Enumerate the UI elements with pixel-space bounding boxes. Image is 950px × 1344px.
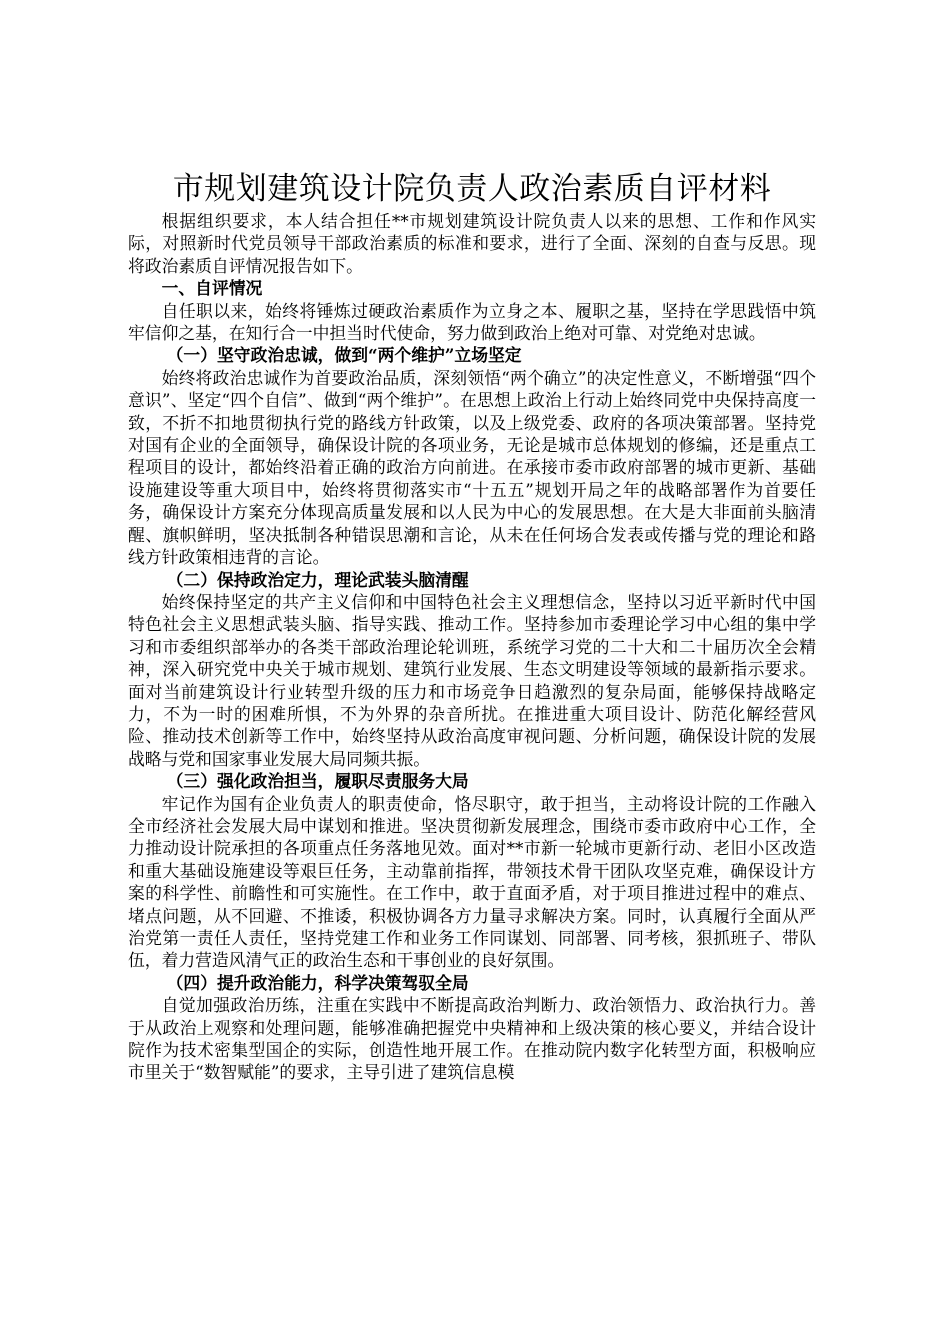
subsection-heading-responsibility: （三）强化政治担当，履职尽责服务大局	[166, 771, 469, 792]
subsection-heading-composure: （二）保持政治定力，理论武装头脑清醒	[166, 569, 469, 590]
subsection-heading-loyalty: （一）坚守政治忠诚，做到“两个维护”立场坚定	[166, 345, 522, 366]
section-heading-self-assessment: 一、自评情况	[161, 278, 263, 299]
subsection-body-loyalty: 始终将政治忠诚作为首要政治品质，深刻领悟“两个确立”的决定性意义，不断增强“四个意识”、坚定“四个自信”、做到“两个维护”。在思想上政治上行动上始终同党中央保持高度一致，不折不扣地贯彻执行党的路线方针政策，以及上级党委、政府的各项决策部署。坚持党对国有企业的全面领导，确保设计院的各项业务，无论是城市总体规划的修编，还是重点工程项目的设计，都始终沿着正确的政治方向前进。在承接市委市政府部署的城市更新、基础设施建设等重大项目中，始终将贯彻落实市“十五五”规划开局之年的战略部署作为首要任务，确保设计方案充分体现高质量发展和以人民为中心的发展思想。在大是大非面前头脑清醒、旗帜鲜明，坚决抵制各种错误思潮和言论，从未在任何场合发表或传播与党的理论和路线方针政策相违背的言论。	[128, 367, 816, 568]
subsection-body-responsibility: 牢记作为国有企业负责人的职责使命，恪尽职守，敢于担当，主动将设计院的工作融入全市经济社会发展大局中谋划和推进。坚决贯彻新发展理念，围绕市委市政府中心工作，全力推动设计院承担的各项重点任务落地见效。面对**市新一轮城市更新行动、老旧小区改造和重大基础设施建设等艰巨任务，主动靠前指挥，带领技术骨干团队攻坚克难，确保设计方案的科学性、前瞻性和可实施性。在工作中，敢于直面矛盾，对于项目推进过程中的难点、堵点问题，从不回避、不推诿，积极协调各方力量寻求解决方案。同时，认真履行全面从严治党第一责任人责任，坚持党建工作和业务工作同谋划、同部署、同考核，狠抓班子、带队伍，着力营造风清气正的政治生态和干事创业的良好氛围。	[128, 793, 816, 971]
subsection-heading-capability: （四）提升政治能力，科学决策驾驭全局	[166, 972, 469, 993]
section-intro-paragraph: 自任职以来，始终将锤炼过硬政治素质作为立身之本、履职之基，坚持在学思践悟中筑牢信仰之基，在知行合一中担当时代使命，努力做到政治上绝对可靠、对党绝对忠诚。	[128, 300, 816, 344]
subsection-body-composure: 始终保持坚定的共产主义信仰和中国特色社会主义理想信念，坚持以习近平新时代中国特色社会主义思想武装头脑、指导实践、推动工作。坚持参加市委理论学习中心组的集中学习和市委组织部举办的各类干部政治理论轮训班，系统学习党的二十大和二十届历次全会精神，深入研究党中央关于城市规划、建筑行业发展、生态文明建设等领域的最新指示要求。面对当前建筑设计行业转型升级的压力和市场竞争日趋激烈的复杂局面，能够保持战略定力，不为一时的困难所惧，不为外界的杂音所扰。在推进重大项目设计、防范化解经营风险、推动技术创新等工作中，始终坚持从政治高度审视问题、分析问题，确保设计院的发展战略与党和国家事业发展大局同频共振。	[128, 591, 816, 769]
document-title: 市规划建筑设计院负责人政治素质自评材料	[172, 171, 772, 207]
intro-paragraph: 根据组织要求，本人结合担任**市规划建筑设计院负责人以来的思想、工作和作风实际，对照新时代党员领导干部政治素质的标准和要求，进行了全面、深刻的自查与反思。现将政治素质自评情况报告如下。	[128, 211, 816, 276]
subsection-body-capability: 自觉加强政治历练，注重在实践中不断提高政治判断力、政治领悟力、政治执行力。善于从政治上观察和处理问题，能够准确把握党中央精神和上级决策的核心要义，并结合设计院作为技术密集型国企的实际，创造性地开展工作。在推动院内数字化转型方面，积极响应市里关于“数智赋能”的要求，主导引进了建筑信息模	[128, 995, 816, 1083]
document-body	[128, 168, 816, 1084]
